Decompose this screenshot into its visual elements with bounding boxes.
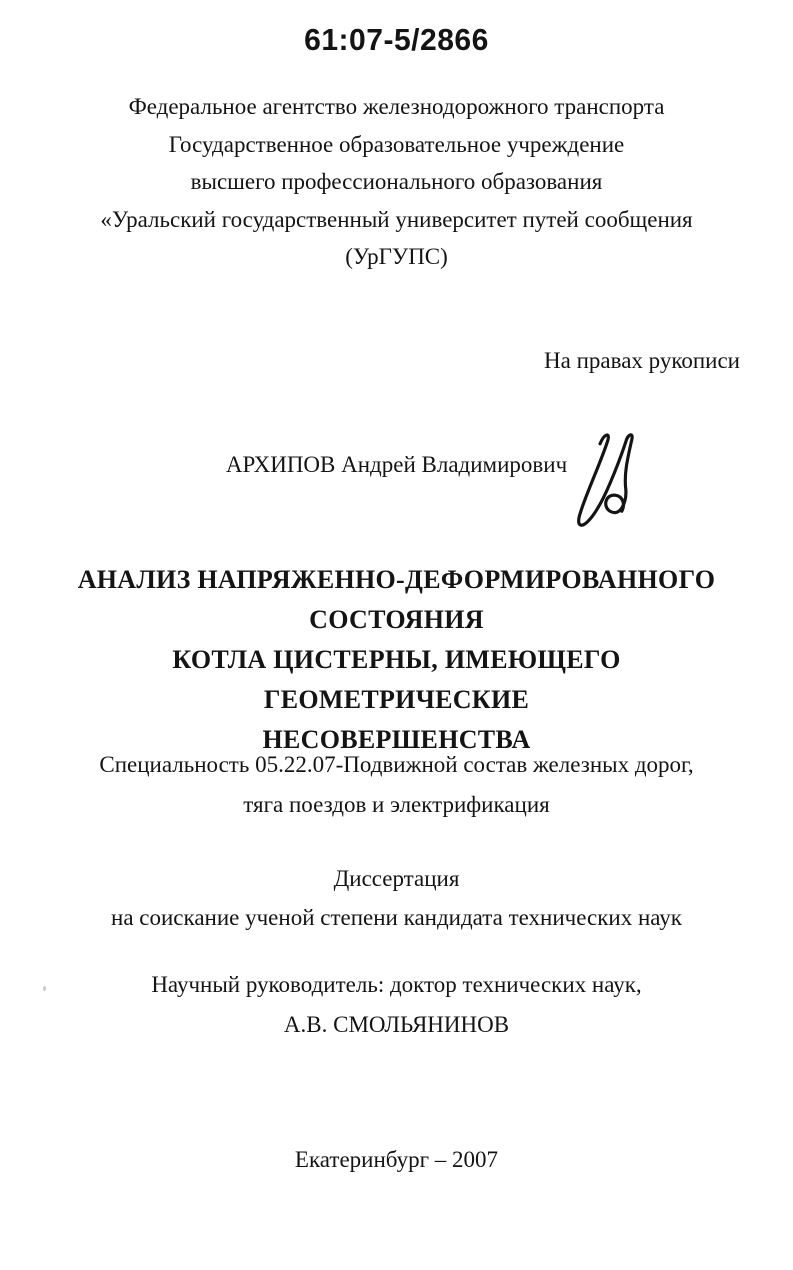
title-line: АНАЛИЗ НАПРЯЖЕННО-ДЕФОРМИРОВАННОГО СОСТОЯНИЯ [77,565,716,634]
institution-line: (УрГУПС) [345,244,448,269]
institution-line: Федеральное агентство железнодорожного транспорта [128,94,665,119]
institution-line: высшего профессионального образования [190,169,603,194]
author-name: АРХИПОВ Андрей Владимирович [225,452,568,477]
supervisor-line: Научный руководитель: доктор технических наук, [151,972,642,997]
degree-line: Диссертация [333,866,460,891]
institution-header [0,88,793,276]
speciality-line: тяга поездов и электрификация [243,792,550,817]
institution-line: «Уральский государственный университет путей сообщения [100,206,693,232]
supervisor-block [0,965,793,1045]
speciality-line: Специальность 05.22.07-Подвижной состав железных дорог, [99,752,694,777]
scan-artifact-speck [43,986,46,991]
institution-line: Государственное образовательное учреждение [168,131,625,157]
supervisor-line: А.В. СМОЛЬЯНИНОВ [283,1012,510,1037]
handwritten-signature-icon [570,426,640,530]
dissertation-title [40,560,753,760]
degree-line: на соискание ученой степени кандидата технических наук [111,904,682,930]
speciality-block [0,745,793,825]
catalog-stamp-number: 61:07-5/2866 [304,22,489,57]
manuscript-rights-note: На правах рукописи [544,348,740,373]
title-line: КОТЛА ЦИСТЕРНЫ, ИМЕЮЩЕГО ГЕОМЕТРИЧЕСКИЕ [172,645,621,714]
city-year-footer: Екатеринбург – 2007 [294,1147,499,1172]
title-line: НЕСОВЕРШЕНСТВА [262,725,531,754]
degree-block [0,860,793,937]
